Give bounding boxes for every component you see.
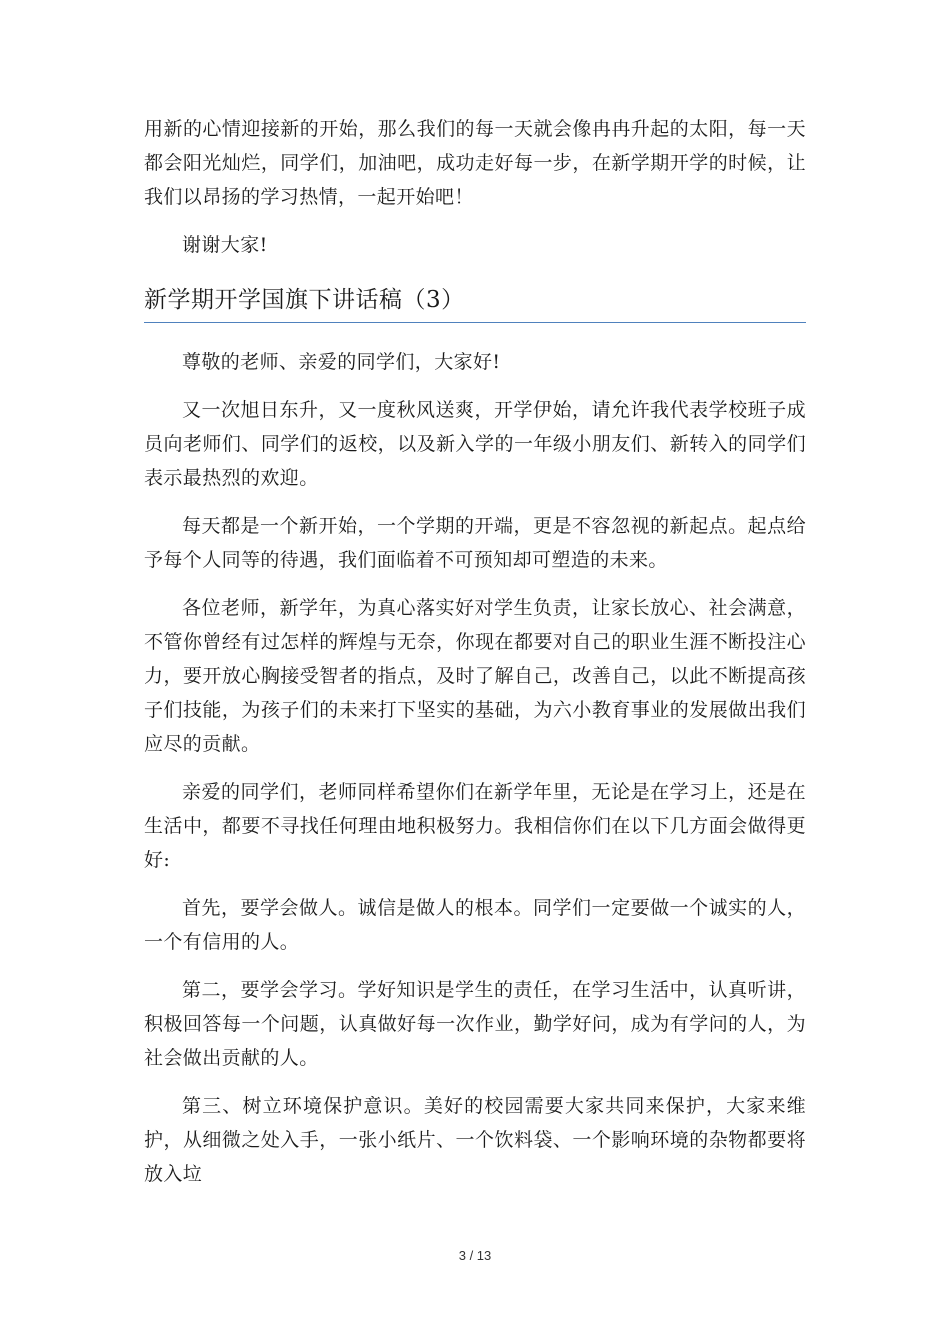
paragraph-first: 首先，要学会做人。诚信是做人的根本。同学们一定要做一个诚实的人，一个有信用的人。	[144, 897, 806, 953]
paragraph-third: 第三、树立环境保护意识。美好的校园需要大家共同来保护，大家来维护，从细微之处入手，一张小纸片、一个饮料袋、一个影响环境的杂物都要将放入垃	[144, 1095, 806, 1185]
paragraph-greeting: 尊敬的老师、亲爱的同学们，大家好!	[182, 351, 501, 373]
paragraph-new-start: 每天都是一个新开始，一个学期的开端，更是不容忽视的新起点。起点给予每个人同等的待遇，我们面临着不可预知却可塑造的未来。	[144, 515, 806, 571]
paragraph-continuation: 用新的心情迎接新的开始，那么我们的每一天就会像冉冉升起的太阳，每一天都会阳光灿烂，同学们，加油吧，成功走好每一步，在新学期开学的时候，让我们以昂扬的学习热情，一起开始吧！	[144, 118, 806, 208]
paragraph-teachers: 各位老师，新学年，为真心落实好对学生负责，让家长放心、社会满意，不管你曾经有过怎样的辉煌与无奈，你现在都要对自己的职业生涯不断投注心力，要开放心胸接受智者的指点，及时了解自己，改善自己，以此不断提高孩子们技能，为孩子们的未来打下坚实的基础，为六小教育事业的发展做出我们应尽的贡献。	[144, 597, 806, 755]
page-number: 3 / 13	[458, 1248, 492, 1263]
section-heading: 新学期开学国旗下讲话稿（3）	[144, 284, 806, 323]
paragraph-welcome: 又一次旭日东升，又一度秋风送爽，开学伊始，请允许我代表学校班子成员向老师们、同学们的返校，以及新入学的一年级小朋友们、新转入的同学们表示最热烈的欢迎。	[144, 399, 806, 489]
paragraph-second: 第二，要学会学习。学好知识是学生的责任，在学习生活中，认真听讲，积极回答每一个问题，认真做好每一次作业，勤学好问，成为有学问的人，为社会做出贡献的人。	[144, 979, 806, 1069]
page-content	[144, 112, 806, 1205]
paragraph-thanks: 谢谢大家!	[182, 234, 268, 256]
paragraph-students: 亲爱的同学们，老师同样希望你们在新学年里，无论是在学习上，还是在生活中，都要不寻找任何理由地积极努力。我相信你们在以下几方面会做得更好:	[144, 781, 806, 871]
